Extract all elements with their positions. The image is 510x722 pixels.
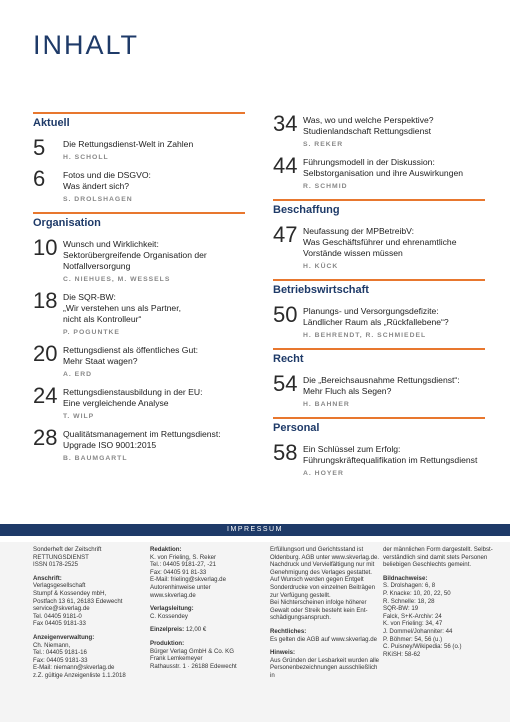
toc-entry[interactable] bbox=[273, 111, 485, 148]
page-number: 50 bbox=[273, 302, 298, 327]
entry-author: H. SCHOLL bbox=[63, 154, 109, 161]
section-heading: Personal bbox=[273, 417, 485, 434]
toc-section bbox=[273, 348, 485, 408]
toc-entry[interactable] bbox=[33, 135, 245, 161]
entry-author: P. POGUNTKE bbox=[63, 329, 120, 336]
page-number: 47 bbox=[273, 222, 298, 247]
toc-entry[interactable] bbox=[33, 166, 245, 203]
section-heading: Organisation bbox=[33, 212, 245, 229]
impressum-col-1: Sonderheft der Zeitschrift RETTUNGSDIENST ISSN 0178-2525 Anschrift: Verlagsgesellschaft Stumpf & Kossendey mbH, Postfach 13 61, 26183 Edewecht service@skverlag.de Tel. 04405 9181-0 Fax 04405 9181-33 Anzeigenverwaltung: Ch. Niemann, Tel.: 04405 9181-16 Fax: 04405 9181-33 E-Mail: niemann@skverlag.de z.Z. gültige Anzeigenliste 1.1.2018 bbox=[33, 546, 126, 679]
section-heading: Betriebswirtschaft bbox=[273, 279, 485, 296]
toc-right-column bbox=[273, 112, 485, 486]
entry-author: H. BAHNER bbox=[303, 401, 350, 408]
toc-entry[interactable] bbox=[33, 341, 245, 378]
toc-section bbox=[273, 417, 485, 477]
entry-title: Ein Schlüssel zum Erfolg: Führungskräftequalifikation im Rettungsdienst bbox=[303, 444, 478, 465]
toc-entry[interactable] bbox=[273, 371, 485, 408]
page-number: 20 bbox=[33, 341, 58, 366]
entry-title: Führungsmodell in der Diskussion: Selbstorganisation und ihre Auswirkungen bbox=[303, 157, 464, 178]
entry-title: Rettungsdienst als öffentliches Gut: Mehr Staat wagen? bbox=[63, 345, 199, 366]
page-number: 6 bbox=[33, 166, 46, 191]
entry-title: Fotos und die DSGVO: Was ändert sich? bbox=[63, 170, 151, 191]
impressum-col-4: der männlichen Form dargestellt. Selbst- verständlich sind damit stets Personen beliebigen Geschlechts gemeint. Bildnachweise: S. Drolshagen: 6, 8 P. Knacke: 10, 20, 22, 50 R. Schnelle: 18, 28 SQR-BW: 19 Falck, S+K-Archiv: 24 K. von Frieling: 34, 47 J. Dommel/Johanniter: 44 P. Böhmer: 54, 56 (u.) C. Puisney/Wikipedia: 56 (o.) RKiSH: 58-62 bbox=[383, 546, 493, 658]
entry-author: B. BAUMGARTL bbox=[63, 455, 128, 462]
entry-title: Die Rettungsdienst-Welt in Zahlen bbox=[63, 139, 194, 149]
entry-author: A. HOYER bbox=[303, 470, 344, 477]
entry-author: H. KÜCK bbox=[303, 263, 339, 270]
section-heading: Beschaffung bbox=[273, 199, 485, 216]
entry-author: H. BEHRENDT, R. SCHMIEDEL bbox=[303, 332, 427, 339]
page-title: INHALT bbox=[33, 30, 140, 60]
entry-title: Neufassung der MPBetreibV: Was Geschäftsführer und ehrenamtliche Vorstände wissen müssen bbox=[303, 226, 457, 258]
page-number: 18 bbox=[33, 288, 58, 313]
toc-entry[interactable] bbox=[33, 235, 245, 283]
toc-entry[interactable] bbox=[33, 383, 245, 420]
page-number: 44 bbox=[273, 153, 298, 178]
toc-entry[interactable] bbox=[273, 440, 485, 477]
entry-author: S. REKER bbox=[303, 141, 344, 148]
toc-entry[interactable] bbox=[33, 425, 245, 462]
impressum-banner: IMPRESSUM bbox=[0, 524, 510, 536]
page-number: 54 bbox=[273, 371, 298, 396]
entry-title: Die „Bereichsausnahme Rettungsdienst“: Mehr Fluch als Segen? bbox=[303, 375, 460, 396]
entry-title: Planungs- und Versorgungsdefizite: Ländlicher Raum als „Rückfallebene“? bbox=[303, 306, 449, 327]
toc-section bbox=[33, 212, 245, 462]
entry-author: T. WILP bbox=[63, 413, 95, 420]
toc-left-column bbox=[33, 112, 245, 471]
entry-author: R. SCHMID bbox=[303, 183, 348, 190]
entry-author: C. NIEHUES, M. WESSELS bbox=[63, 276, 171, 283]
page-number: 28 bbox=[33, 425, 58, 450]
entry-title: Wunsch und Wirklichkeit: Sektorübergreifende Organisation der Notfallversorgung bbox=[63, 239, 207, 271]
entry-author: A. ERD bbox=[63, 371, 93, 378]
page-number: 10 bbox=[33, 235, 58, 260]
toc-section bbox=[273, 112, 485, 190]
entry-title: Qualitätsmanagement im Rettungsdienst: Upgrade ISO 9001:2015 bbox=[63, 429, 221, 450]
page-number: 58 bbox=[273, 440, 298, 465]
section-heading: Recht bbox=[273, 348, 485, 365]
toc-section bbox=[273, 199, 485, 270]
toc-entry[interactable] bbox=[33, 288, 245, 336]
impressum-col-2: Redaktion: K. von Frieling, S. Reker Tel.: 04405 9181-27, -21 Fax: 04405 91 81-33 E-Mail: frieling@skverlag.de Autorenhinweise unter www.skverlag.de Verlagsleitung: C. Kossendey Einzelpreis: 12,00 € Produktion: Bürger Verlag GmbH & Co. KG Frank Lemkemeyer Rathausstr. 1 · 26188 Edewecht bbox=[150, 546, 237, 670]
section-heading: Aktuell bbox=[33, 112, 245, 129]
entry-author: S. DROLSHAGEN bbox=[63, 196, 133, 203]
entry-title: Was, wo und welche Perspektive? Studienlandschaft Rettungsdienst bbox=[303, 115, 434, 136]
entry-title: Die SQR-BW: „Wir verstehen uns als Partner, nicht als Kontrolleur“ bbox=[63, 292, 181, 324]
entry-title: Rettungsdienstausbildung in der EU: Eine vergleichende Analyse bbox=[63, 387, 203, 408]
toc-entry[interactable] bbox=[273, 222, 485, 270]
toc-entry[interactable] bbox=[273, 153, 485, 190]
toc-entry[interactable] bbox=[273, 302, 485, 339]
page-number: 24 bbox=[33, 383, 58, 408]
toc-section bbox=[33, 112, 245, 203]
page-number: 34 bbox=[273, 111, 298, 136]
page-number: 5 bbox=[33, 135, 46, 160]
impressum-col-3: Erfüllungsort und Gerichtsstand ist Oldenburg. AGB unter www.skverlag.de. Nachdruck und Vervielfältigung nur mit Genehmigung des Verlages gestattet. Auf Wunsch werden gegen Entgelt Sonderdrucke von einzelnen Beiträgen zur Verfügung gestellt. Bei Nichterscheinen infolge höherer Gewalt oder Streik besteht kein Ent- schädigungsanspruch. Rechtliches: Es gelten die AGB auf www.skverlag.de Hinweis: Aus Gründen der Lesbarkeit wurden alle Personenbezeichnungen ausschließlich in bbox=[270, 546, 380, 679]
toc-section bbox=[273, 279, 485, 339]
